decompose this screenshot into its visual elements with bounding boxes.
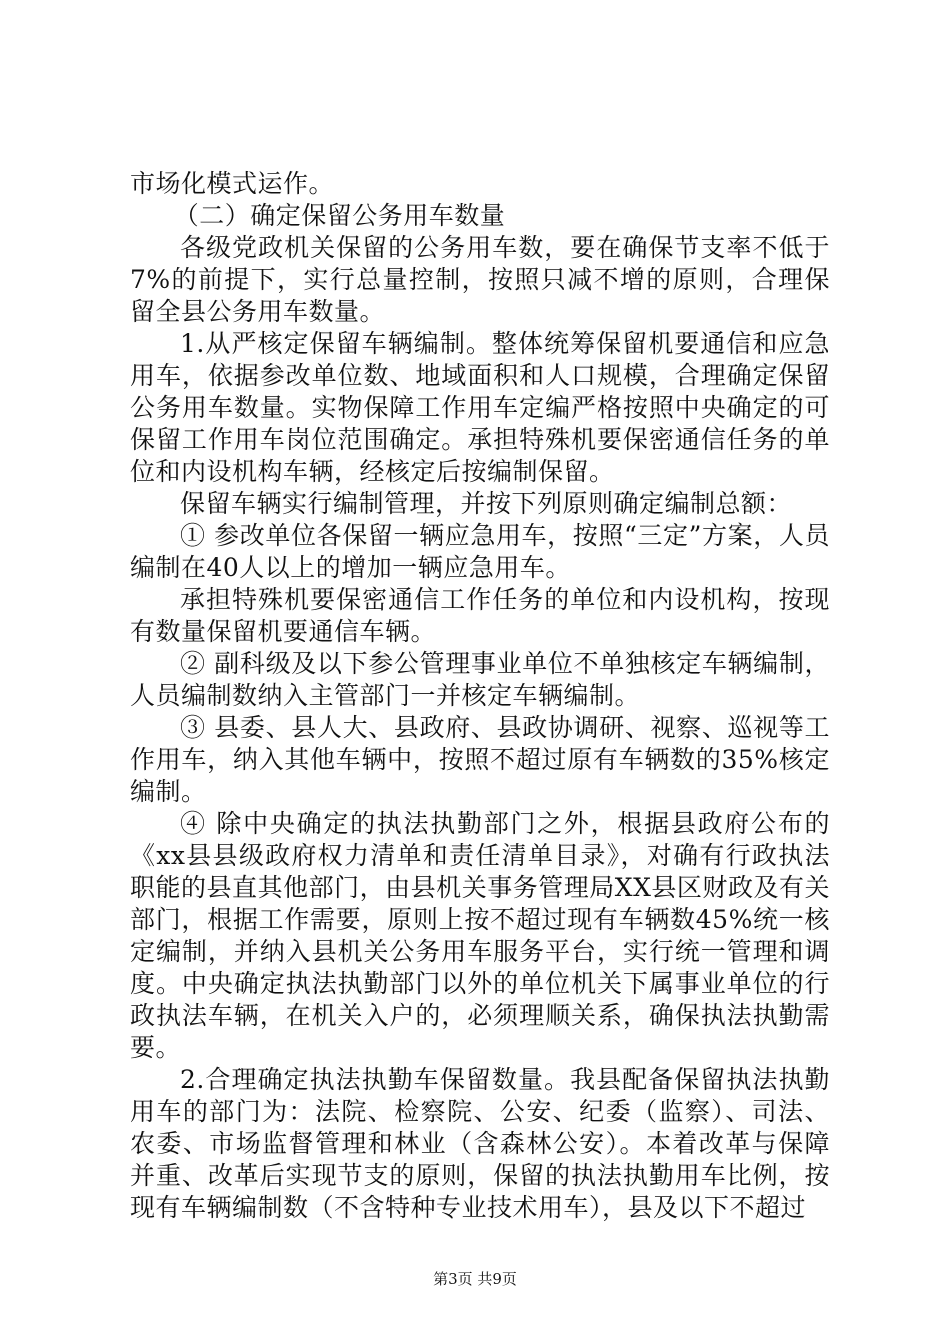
page-footer	[0, 1268, 950, 1289]
paragraph: 各级党政机关保留的公务用车数，要在确保节支率不低于7%的前提下，实行总量控制，按照只减不增的原则，合理保留全县公务用车数量。	[130, 233, 830, 326]
page-indicator: 第3页 共9页	[433, 1270, 517, 1288]
list-item-circled-1: ① 参改单位各保留一辆应急用车，按照“三定”方案，人员编制在40人以上的增加一辆应急用车。	[130, 521, 830, 582]
paragraph-continuation: 市场化模式运作。	[130, 169, 335, 198]
paragraph: 保留车辆实行编制管理，并按下列原则确定编制总额：	[180, 489, 793, 518]
list-item-circled-2: ② 副科级及以下参公管理事业单位不单独核定车辆编制，人员编制数纳入主管部门一并核定车辆编制。	[130, 649, 830, 710]
paragraph-item-2: 2.合理确定执法执勤车保留数量。我县配备保留执法执勤用车的部门为：法院、检察院、公安、纪委（监察）、司法、农委、市场监督管理和林业（含森林公安）。本着改革与保障并重、改革后实现节支的原则，保留的执法执勤用车比例，按现有车辆编制数（不含特种专业技术用车），县及以下不超过	[130, 1065, 830, 1222]
paragraph-item-1: 1.从严核定保留车辆编制。整体统筹保留机要通信和应急用车，依据参改单位数、地域面积和人口规模，合理确定保留公务用车数量。实物保障工作用车定编严格按照中央确定的可保留工作用车岗位范围确定。承担特殊机要保密通信任务的单位和内设机构车辆，经核定后按编制保留。	[130, 329, 830, 486]
document-body	[130, 168, 830, 1224]
section-heading: （二）确定保留公务用车数量	[173, 201, 506, 230]
paragraph: 承担特殊机要保密通信工作任务的单位和内设机构，按现有数量保留机要通信车辆。	[130, 585, 830, 646]
list-item-circled-4: ④ 除中央确定的执法执勤部门之外，根据县政府公布的《xx县县级政府权力清单和责任清单目录》，对确有行政执法职能的县直其他部门，由县机关事务管理局XX县区财政及有关部门，根据工作需要，原则上按不超过现有车辆数45%统一核定编制，并纳入县机关公务用车服务平台，实行统一管理和调度。中央确定执法执勤部门以外的单位机关下属事业单位的行政执法车辆，在机关入户的，必须理顺关系，确保执法执勤需要。	[130, 809, 830, 1062]
list-item-circled-3: ③ 县委、县人大、县政府、县政协调研、视察、巡视等工作用车，纳入其他车辆中，按照不超过原有车辆数的35%核定编制。	[130, 713, 830, 806]
